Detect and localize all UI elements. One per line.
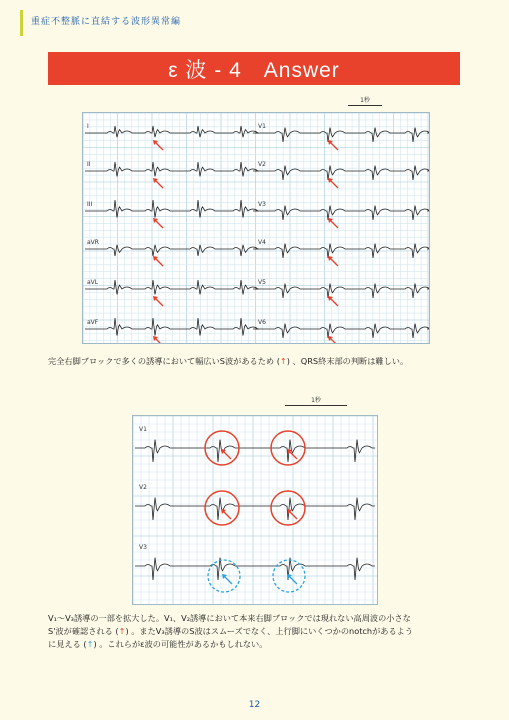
lead-label: V5 bbox=[258, 279, 266, 286]
ecg-enlarged-trace bbox=[133, 416, 377, 604]
lead-label: III bbox=[87, 201, 93, 208]
ecg-enlarged-trace-line bbox=[135, 498, 375, 520]
time-scale-2 bbox=[285, 395, 347, 406]
blue-arrow-glyph: ↑ bbox=[86, 639, 94, 649]
ecg-enlarged-trace-line bbox=[135, 558, 375, 580]
lead-label: II bbox=[87, 161, 91, 168]
ecg-trace-left bbox=[85, 162, 258, 176]
red-arrow bbox=[328, 296, 338, 306]
lead-label: aVL bbox=[87, 279, 99, 286]
red-arrow bbox=[221, 509, 231, 519]
caption-2-text-d: ) 。これらがε波の可能性があるかもしれない。 bbox=[93, 639, 268, 649]
red-arrow bbox=[153, 296, 163, 306]
section-header: 重症不整脈に直結する波形異常編 bbox=[31, 17, 182, 27]
red-arrow bbox=[328, 140, 338, 150]
ecg-12-lead-trace bbox=[83, 113, 429, 343]
ecg-enlarged-trace-line bbox=[135, 440, 375, 462]
red-arrow bbox=[328, 178, 338, 188]
lead-label: V3 bbox=[258, 201, 266, 208]
lead-label: V6 bbox=[258, 319, 266, 326]
red-arrow bbox=[153, 218, 163, 228]
caption-2-text-a: S'波が確認される ( bbox=[48, 626, 119, 636]
lead-label: V2 bbox=[139, 484, 147, 491]
lead-label: V2 bbox=[258, 161, 266, 168]
page-title bbox=[48, 52, 460, 85]
ecg-trace-right bbox=[255, 206, 429, 220]
caption-enlarged bbox=[48, 612, 468, 651]
time-scale-bar bbox=[348, 105, 382, 106]
ecg-12-lead bbox=[82, 112, 430, 344]
page-title-text: ε 波 - 4 Answer bbox=[168, 58, 340, 82]
blue-arrow bbox=[222, 574, 232, 584]
red-arrow bbox=[221, 449, 231, 459]
lead-label: aVF bbox=[87, 319, 99, 326]
caption-1-text-b: ) 、QRS終末部の判断は難しい。 bbox=[286, 356, 409, 366]
ecg-trace-right bbox=[255, 166, 429, 180]
red-arrow bbox=[153, 336, 163, 343]
caption-12-lead bbox=[48, 355, 468, 368]
ecg-trace-left bbox=[85, 126, 258, 137]
lead-label: V3 bbox=[139, 544, 147, 551]
caption-2-line-2 bbox=[48, 625, 468, 638]
ecg-enlarged-v1-v3 bbox=[132, 415, 378, 605]
ecg-grid bbox=[133, 416, 377, 604]
red-arrow bbox=[153, 178, 163, 188]
red-arrow bbox=[328, 218, 338, 228]
lead-label: V1 bbox=[258, 123, 266, 130]
caption-1-text-a: 完全右脚ブロックで多くの誘導において幅広いS波があるため ( bbox=[48, 356, 280, 366]
caption-2-text-b: ) 。またV₃誘導のS波はスムーズでなく、上行脚にいくつかのnotchがあるよう bbox=[125, 626, 414, 636]
red-arrow-glyph: ↑ bbox=[279, 356, 287, 366]
red-arrow bbox=[328, 336, 338, 343]
time-scale-bar bbox=[285, 405, 347, 406]
lead-label: aVR bbox=[87, 239, 99, 246]
red-arrow bbox=[153, 140, 163, 150]
ecg-grid bbox=[83, 113, 429, 343]
ecg-trace-left bbox=[85, 245, 258, 256]
time-scale-1 bbox=[348, 95, 382, 106]
lead-label: V4 bbox=[258, 239, 266, 246]
caption-2-text-c: に見える ( bbox=[48, 639, 87, 649]
lead-label: V1 bbox=[139, 426, 147, 433]
caption-2-line-1: V₁〜V₃誘導の一部を拡大した。V₁、V₂誘導において本来右脚ブロックでは現れない高周波の小さな bbox=[48, 613, 411, 623]
header-accent-bar bbox=[20, 10, 23, 36]
ecg-trace-right bbox=[255, 128, 429, 142]
red-arrow-glyph: ↑ bbox=[118, 626, 126, 636]
caption-2-line-3 bbox=[48, 638, 468, 651]
time-scale-label: 1秒 bbox=[311, 397, 321, 404]
blue-arrow bbox=[287, 574, 297, 584]
page-number: 12 bbox=[248, 700, 261, 710]
lead-label: I bbox=[87, 123, 89, 130]
ecg-trace-right bbox=[255, 324, 429, 338]
time-scale-label: 1秒 bbox=[360, 97, 370, 104]
